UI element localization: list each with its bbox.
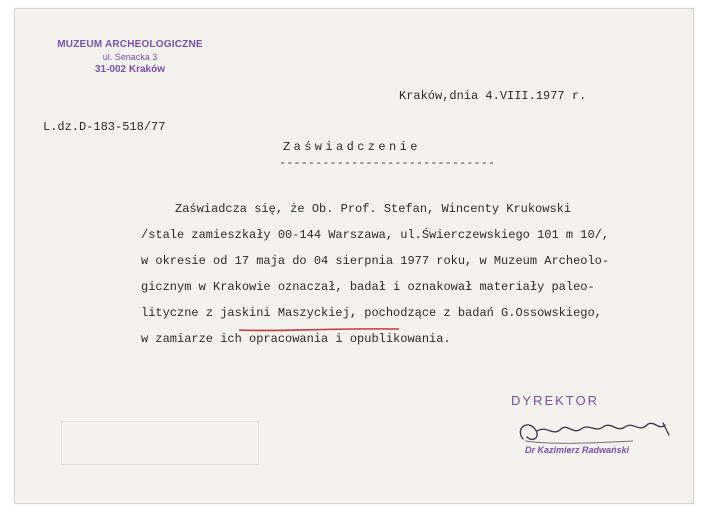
reference-number: L.dz.D-183-518/77 [43, 120, 166, 134]
body-line-4: gicznym w Krakowie oznaczał, badał i oznakował materiały paleo- [141, 280, 595, 294]
document-date: Kraków,dnia 4.VIII.1977 r. [399, 89, 587, 103]
stamp-line-2: ul. Senacka 3 [102, 52, 158, 62]
document-title: Zaświadczenie [283, 140, 421, 154]
document-page [14, 8, 694, 504]
body-line-3: w okresie od 17 maja do 04 sierpnia 1977 roku, w Muzeum Archeolo- [141, 254, 610, 268]
title-underline: ------------------------------ [279, 156, 496, 170]
stamp-line-1: MUZEUM ARCHEOLOGICZNE [57, 39, 203, 50]
body-line-2: /stale zamieszkały 00-144 Warszawa, ul.Świerczewskiego 101 m 10/, [141, 228, 610, 242]
stamp-line-3: 31-002 Kraków [94, 64, 166, 75]
museum-stamp [45, 39, 215, 75]
faint-stamp-mark [61, 421, 259, 465]
body-line-5: lityczne z jaskini Maszyckiej, pochodzące z badań G.Ossowskiego, [141, 306, 602, 320]
body-line-1: Zaświadcza się, że Ob. Prof. Stefan, Wincenty Krukowski [175, 202, 572, 216]
body-line-6: w zamiarze ich opracowania i opublikowania. [141, 332, 451, 346]
director-title: DYREKTOR [511, 393, 599, 408]
director-name: Dr Kazimierz Radwański [525, 445, 630, 455]
red-pencil-underline [237, 325, 402, 333]
